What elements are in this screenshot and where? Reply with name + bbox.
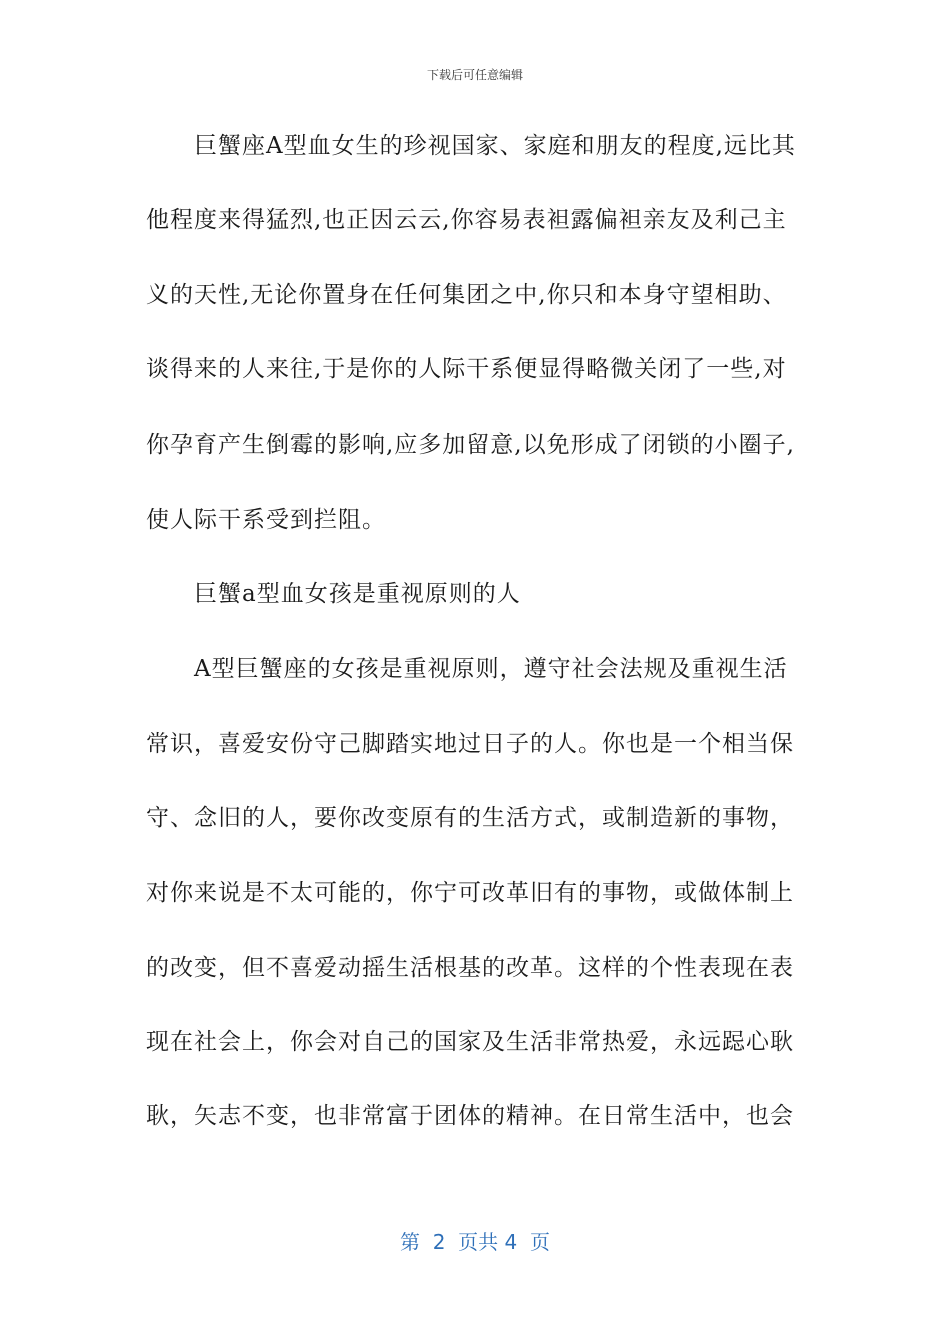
- paragraph-line: 义的天性,无论你置身在任何集团之中,你只和本身守望相助、: [146, 282, 787, 308]
- paragraph-line: 谈得来的人来往,于是你的人际干系便显得略微关闭了一些,对: [146, 356, 787, 382]
- page-header: 下载后可任意编辑: [426, 68, 523, 82]
- paragraph-line: 耿，矢志不变，也非常富于团体的精神。在日常生活中，也会: [146, 1103, 794, 1129]
- paragraph-line: 你孕育产生倒霉的影响,应多加留意,以免形成了闭锁的小圈子,: [146, 432, 795, 458]
- page-number-footer: 第 2 页共 4 页: [400, 1230, 550, 1254]
- paragraph-line: 使人际干系受到拦阻。: [146, 507, 386, 533]
- section-heading: 巨蟹a型血女孩是重视原则的人: [194, 581, 521, 607]
- paragraph-line: 守、念旧的人，要你改变原有的生活方式，或制造新的事物，: [146, 805, 794, 831]
- paragraph-line: 常识，喜爱安份守己脚踏实地过日子的人。你也是一个相当保: [146, 731, 794, 757]
- paragraph-line: 的改变，但不喜爱动摇生活根基的改革。这样的个性表现在表: [146, 955, 794, 981]
- paragraph-line: 他程度来得猛烈,也正因云云,你容易表袒露偏袒亲友及利己主: [146, 207, 787, 233]
- paragraph-line: 对你来说是不太可能的，你宁可改革旧有的事物，或做体制上: [146, 880, 794, 906]
- paragraph-line: 现在社会上，你会对自己的国家及生活非常热爱，永远跽心耿: [146, 1029, 794, 1055]
- paragraph-line: 巨蟹座A型血女生的珍视国家、家庭和朋友的程度,远比其: [194, 133, 796, 159]
- paragraph-line: A型巨蟹座的女孩是重视原则，遵守社会法规及重视生活: [194, 656, 788, 682]
